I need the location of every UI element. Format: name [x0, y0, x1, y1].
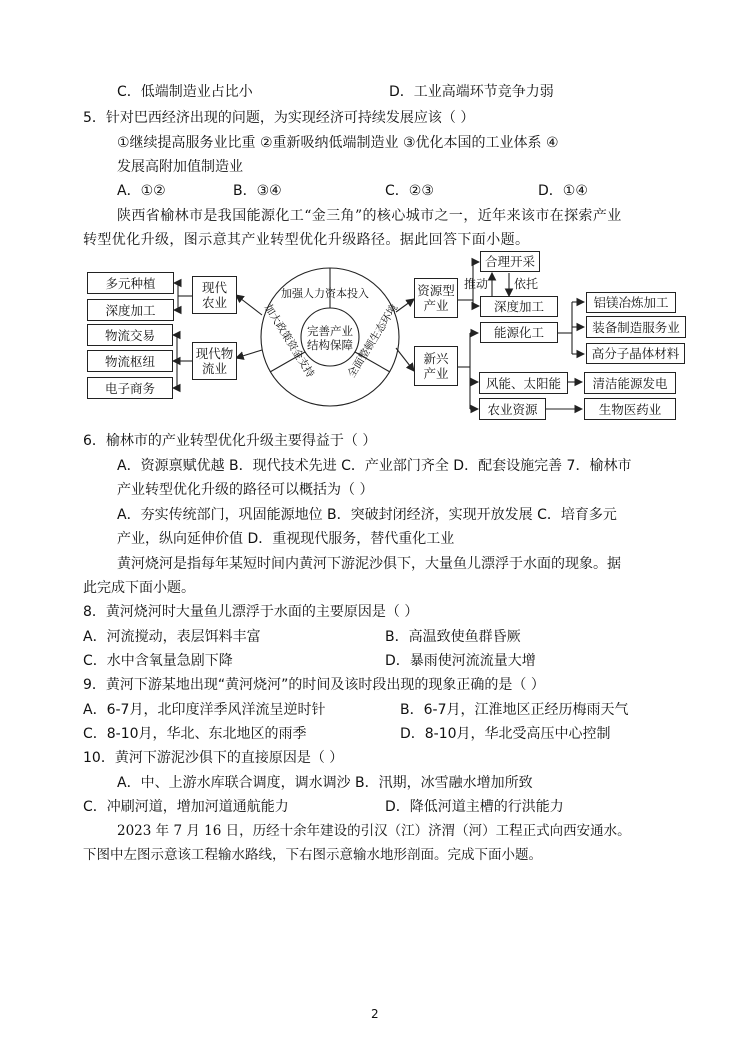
question-7-options-cont: 产业，纵向延伸价值 D．重视现代服务，替代重化工业 — [117, 531, 455, 547]
option-c-q8: C．水中含氧量急剧下降 — [83, 653, 233, 669]
option-a-q5: A．①② — [117, 183, 166, 199]
box-emerging-industry: 新兴 产业 — [414, 346, 458, 386]
option-a-q9: A．6-7月，北印度洋季风洋流呈逆时针 — [83, 702, 326, 718]
label-rely: 依托 — [514, 277, 539, 291]
box-deep-processing-agri: 深度加工 — [87, 299, 174, 321]
option-b-q8: B．高温致使鱼群昏厥 — [385, 629, 521, 645]
box-biomedicine: 生物医药业 — [584, 398, 676, 420]
option-a-q8: A．河流搅动，表层饵料丰富 — [83, 629, 261, 645]
option-c-q5: C．②③ — [385, 183, 434, 199]
question-5: 5．针对巴西经济出现的问题，为实现经济可持续发展应该（ ） — [83, 110, 475, 126]
box-modern-logistics: 现代物 流业 — [192, 342, 237, 380]
option-c-q10: C．冲刷河道，增加河道通航能力 — [83, 799, 289, 815]
box-modern-agriculture: 现代 农业 — [192, 276, 237, 314]
option-d-q5: D．①④ — [538, 183, 588, 199]
question-6: 6．榆林市的产业转型优化升级主要得益于（ ） — [83, 433, 377, 449]
box-ecommerce: 电子商务 — [87, 377, 173, 399]
question-5-statements-cont: 发展高附加值制造业 — [117, 159, 243, 175]
label-push: 推动 — [464, 277, 489, 291]
passage-yellow-river: 黄河烧河是指每年某短时间内黄河下游泥沙俱下，大量鱼儿漂浮于水面的现象。据 — [117, 556, 621, 572]
box-resource-industry: 资源型 产业 — [414, 278, 458, 318]
question-7: 产业转型优化升级的路径可以概括为（ ） — [117, 482, 374, 498]
center-label: 完善产业 结构保障 — [307, 324, 353, 352]
box-clean-power: 清洁能源发电 — [584, 372, 676, 394]
box-logistics-trade: 物流交易 — [87, 324, 173, 346]
box-polymer-crystal: 高分子晶体材料 — [586, 343, 685, 364]
option-d-q8: D．暴雨使河流流量大增 — [385, 653, 536, 669]
option-d-q10: D．降低河道主槽的行洪能力 — [385, 799, 564, 815]
passage-yulin: 陕西省榆林市是我国能源化工“金三角”的核心城市之一，近年来该市在探索产业 — [117, 208, 622, 224]
passage-yulin-cont: 转型优化升级，图示意其产业转型优化升级路径。据此回答下面小题。 — [83, 232, 530, 248]
question-10-options: A．中、上游水库联合调度，调水调沙 B．汛期，冰雪融水增加所致 — [117, 775, 533, 791]
box-rational-mining: 合理开采 — [480, 251, 540, 272]
box-equipment-manufacturing: 装备制造服务业 — [586, 316, 686, 338]
option-d-q4: D．工业高端环节竞争力弱 — [389, 84, 554, 100]
question-10: 10．黄河下游泥沙俱下的直接原因是（ ） — [83, 750, 344, 766]
box-logistics-hub: 物流枢纽 — [87, 350, 173, 372]
box-deep-processing: 深度加工 — [480, 296, 558, 317]
question-5-statements: ①继续提高服务业比重 ②重新吸纳低端制造业 ③优化本国的工业体系 ④ — [117, 135, 559, 151]
passage-water-diversion-cont: 下图中左图示意该工程输水路线，下右图示意输水地形剖面。完成下面小题。 — [83, 847, 542, 863]
ring-right-label: 全面整顿生态环境 — [345, 302, 401, 380]
question-8: 8．黄河烧河时大量鱼儿漂浮于水面的主要原因是（ ） — [83, 604, 419, 620]
question-7-options: A．夯实传统部门，巩固能源地位 B．突破封闭经济，实现开放发展 C．培育多元 — [117, 507, 617, 523]
option-b-q5: B．③④ — [233, 183, 282, 199]
question-6-options: A．资源禀赋优越 B．现代技术先进 C．产业部门齐全 D．配套设施完善 7．榆林市 — [117, 458, 632, 474]
passage-yellow-river-cont: 此完成下面小题。 — [83, 580, 195, 596]
ring-top-label: 加强人力资本投入 — [281, 287, 369, 300]
ring-left-label: 加大政策资金支持 — [261, 302, 317, 380]
option-c-q9: C．8-10月，华北、东北地区的雨季 — [83, 726, 307, 742]
page-number: 2 — [371, 1007, 379, 1021]
box-wind-solar: 风能、太阳能 — [479, 372, 568, 394]
passage-water-diversion: 2023 年 7 月 16 日，历经十余年建设的引汉（江）济渭（河）工程正式向西安通水。 — [117, 823, 631, 839]
box-energy-chemical: 能源化工 — [480, 322, 558, 343]
option-c-q4: C．低端制造业占比小 — [117, 84, 253, 100]
box-diverse-planting: 多元种植 — [87, 272, 174, 294]
option-d-q9: D．8-10月，华北受高压中心控制 — [400, 726, 611, 742]
option-b-q9: B．6-7月，江淮地区正经历梅雨天气 — [400, 702, 629, 718]
box-agri-resource: 农业资源 — [479, 398, 546, 420]
box-al-mg-smelting: 铝镁冶炼加工 — [586, 292, 676, 313]
question-9: 9．黄河下游某地出现“黄河烧河”的时间及该时段出现的现象正确的是（ ） — [83, 677, 545, 693]
